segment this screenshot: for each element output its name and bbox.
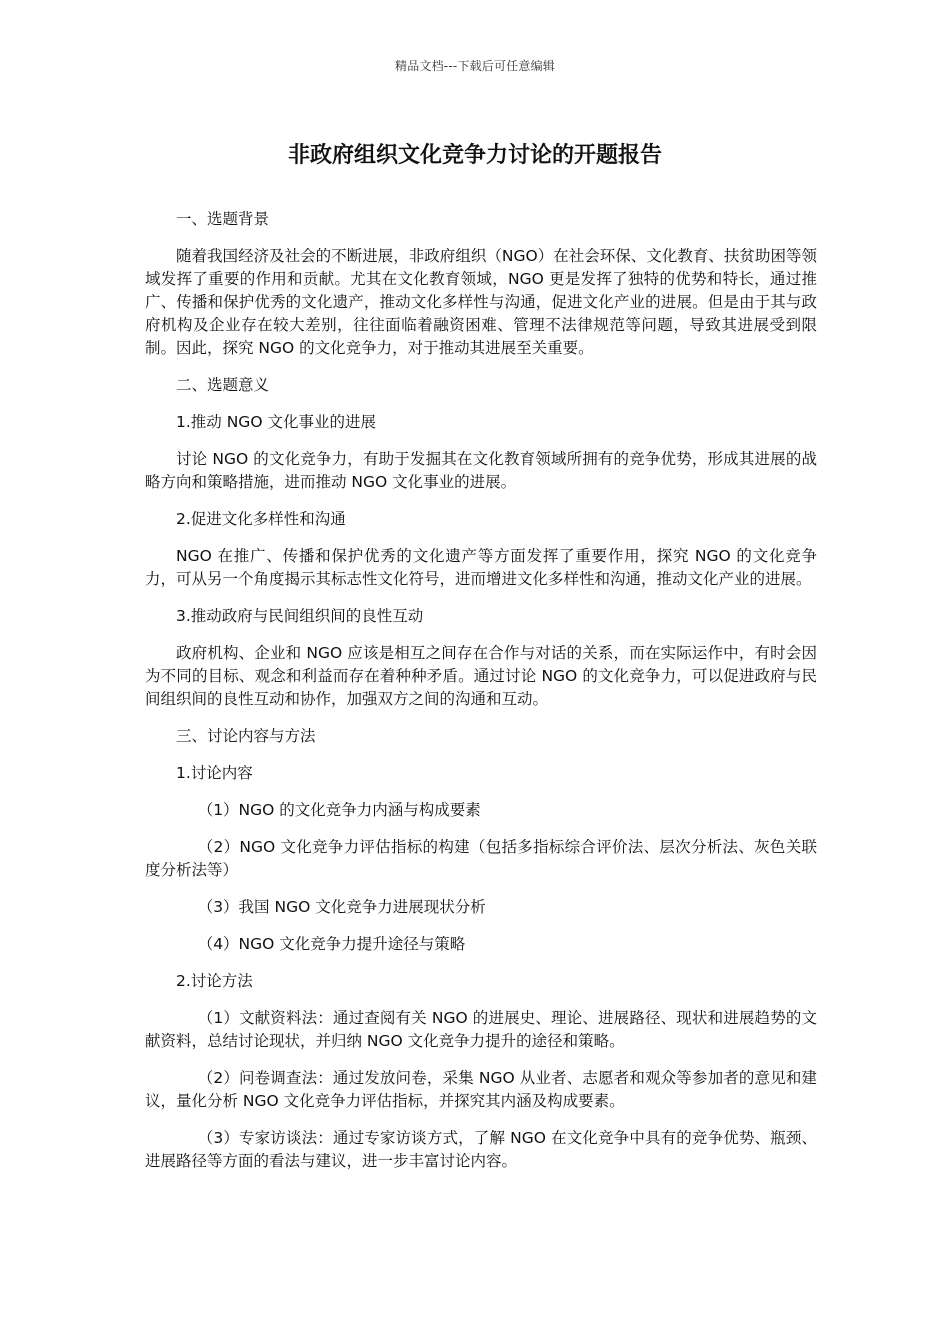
paragraph-significance-1: 讨论 NGO 的文化竞争力，有助于发掘其在文化教育领域所拥有的竞争优势，形成其进展的战略方向和策略措施，进而推动 NGO 文化事业的进展。: [145, 450, 817, 491]
paragraph-significance-3: 政府机构、企业和 NGO 应该是相互之间存在合作与对话的关系，而在实际运作中，有时会因为不同的目标、观念和利益而存在着种种矛盾。通过讨论 NGO 的文化竞争力，可以促进政府与民间组织间的良性互动和协作，加强双方之间的沟通和互动。: [145, 644, 817, 708]
section-heading-background: 一、选题背景: [176, 210, 270, 228]
subheading-methods: 2.讨论方法: [176, 972, 253, 990]
section-heading-content-methods: 三、讨论内容与方法: [176, 727, 316, 745]
list-item-content-2: （2）NGO 文化竞争力评估指标的构建（包括多指标综合评价法、层次分析法、灰色关联度分析法等）: [145, 838, 817, 879]
subheading-significance-2: 2.促进文化多样性和沟通: [176, 510, 346, 528]
list-item-content-3: （3）我国 NGO 文化竞争力进展现状分析: [197, 898, 486, 916]
list-item-method-1: （1）文献资料法：通过查阅有关 NGO 的进展史、理论、进展路径、现状和进展趋势的文献资料，总结讨论现状，并归纳 NGO 文化竞争力提升的途径和策略。: [145, 1009, 817, 1050]
section-heading-significance: 二、选题意义: [176, 376, 270, 394]
subheading-significance-1: 1.推动 NGO 文化事业的进展: [176, 413, 376, 431]
page-title: 非政府组织文化竞争力讨论的开题报告: [287, 143, 662, 168]
paragraph-background: 随着我国经济及社会的不断进展，非政府组织（NGO）在社会环保、文化教育、扶贫助困等领域发挥了重要的作用和贡献。尤其在文化教育领域，NGO 更是发挥了独特的优势和特长，通过推广、传播和保护优秀的文化遗产，推动文化多样性与沟通，促进文化产业的进展。但是由于其与政府机构及企业存在较大差别，往往面临着融资困难、管理不法律规范等问题，导致其进展受到限制。因此，探究 NGO 的文化竞争力，对于推动其进展至关重要。: [145, 247, 817, 357]
subheading-significance-3: 3.推动政府与民间组织间的良性互动: [176, 607, 424, 625]
list-item-content-1: （1）NGO 的文化竞争力内涵与构成要素: [197, 801, 481, 819]
paragraph-significance-2: NGO 在推广、传播和保护优秀的文化遗产等方面发挥了重要作用，探究 NGO 的文化竞争力，可从另一个角度揭示其标志性文化符号，进而增进文化多样性和沟通，推动文化产业的进展。: [145, 547, 817, 588]
subheading-content: 1.讨论内容: [176, 764, 253, 782]
list-item-method-2: （2）问卷调查法：通过发放问卷，采集 NGO 从业者、志愿者和观众等参加者的意见和建议，量化分析 NGO 文化竞争力评估指标，并探究其内涵及构成要素。: [145, 1069, 817, 1110]
header-note: 精品文档---下载后可任意编辑: [395, 59, 555, 73]
list-item-content-4: （4）NGO 文化竞争力提升途径与策略: [197, 935, 466, 953]
list-item-method-3: （3）专家访谈法：通过专家访谈方式，了解 NGO 在文化竞争中具有的竞争优势、瓶颈、进展路径等方面的看法与建议，进一步丰富讨论内容。: [145, 1129, 817, 1170]
document-body: [145, 208, 817, 1187]
